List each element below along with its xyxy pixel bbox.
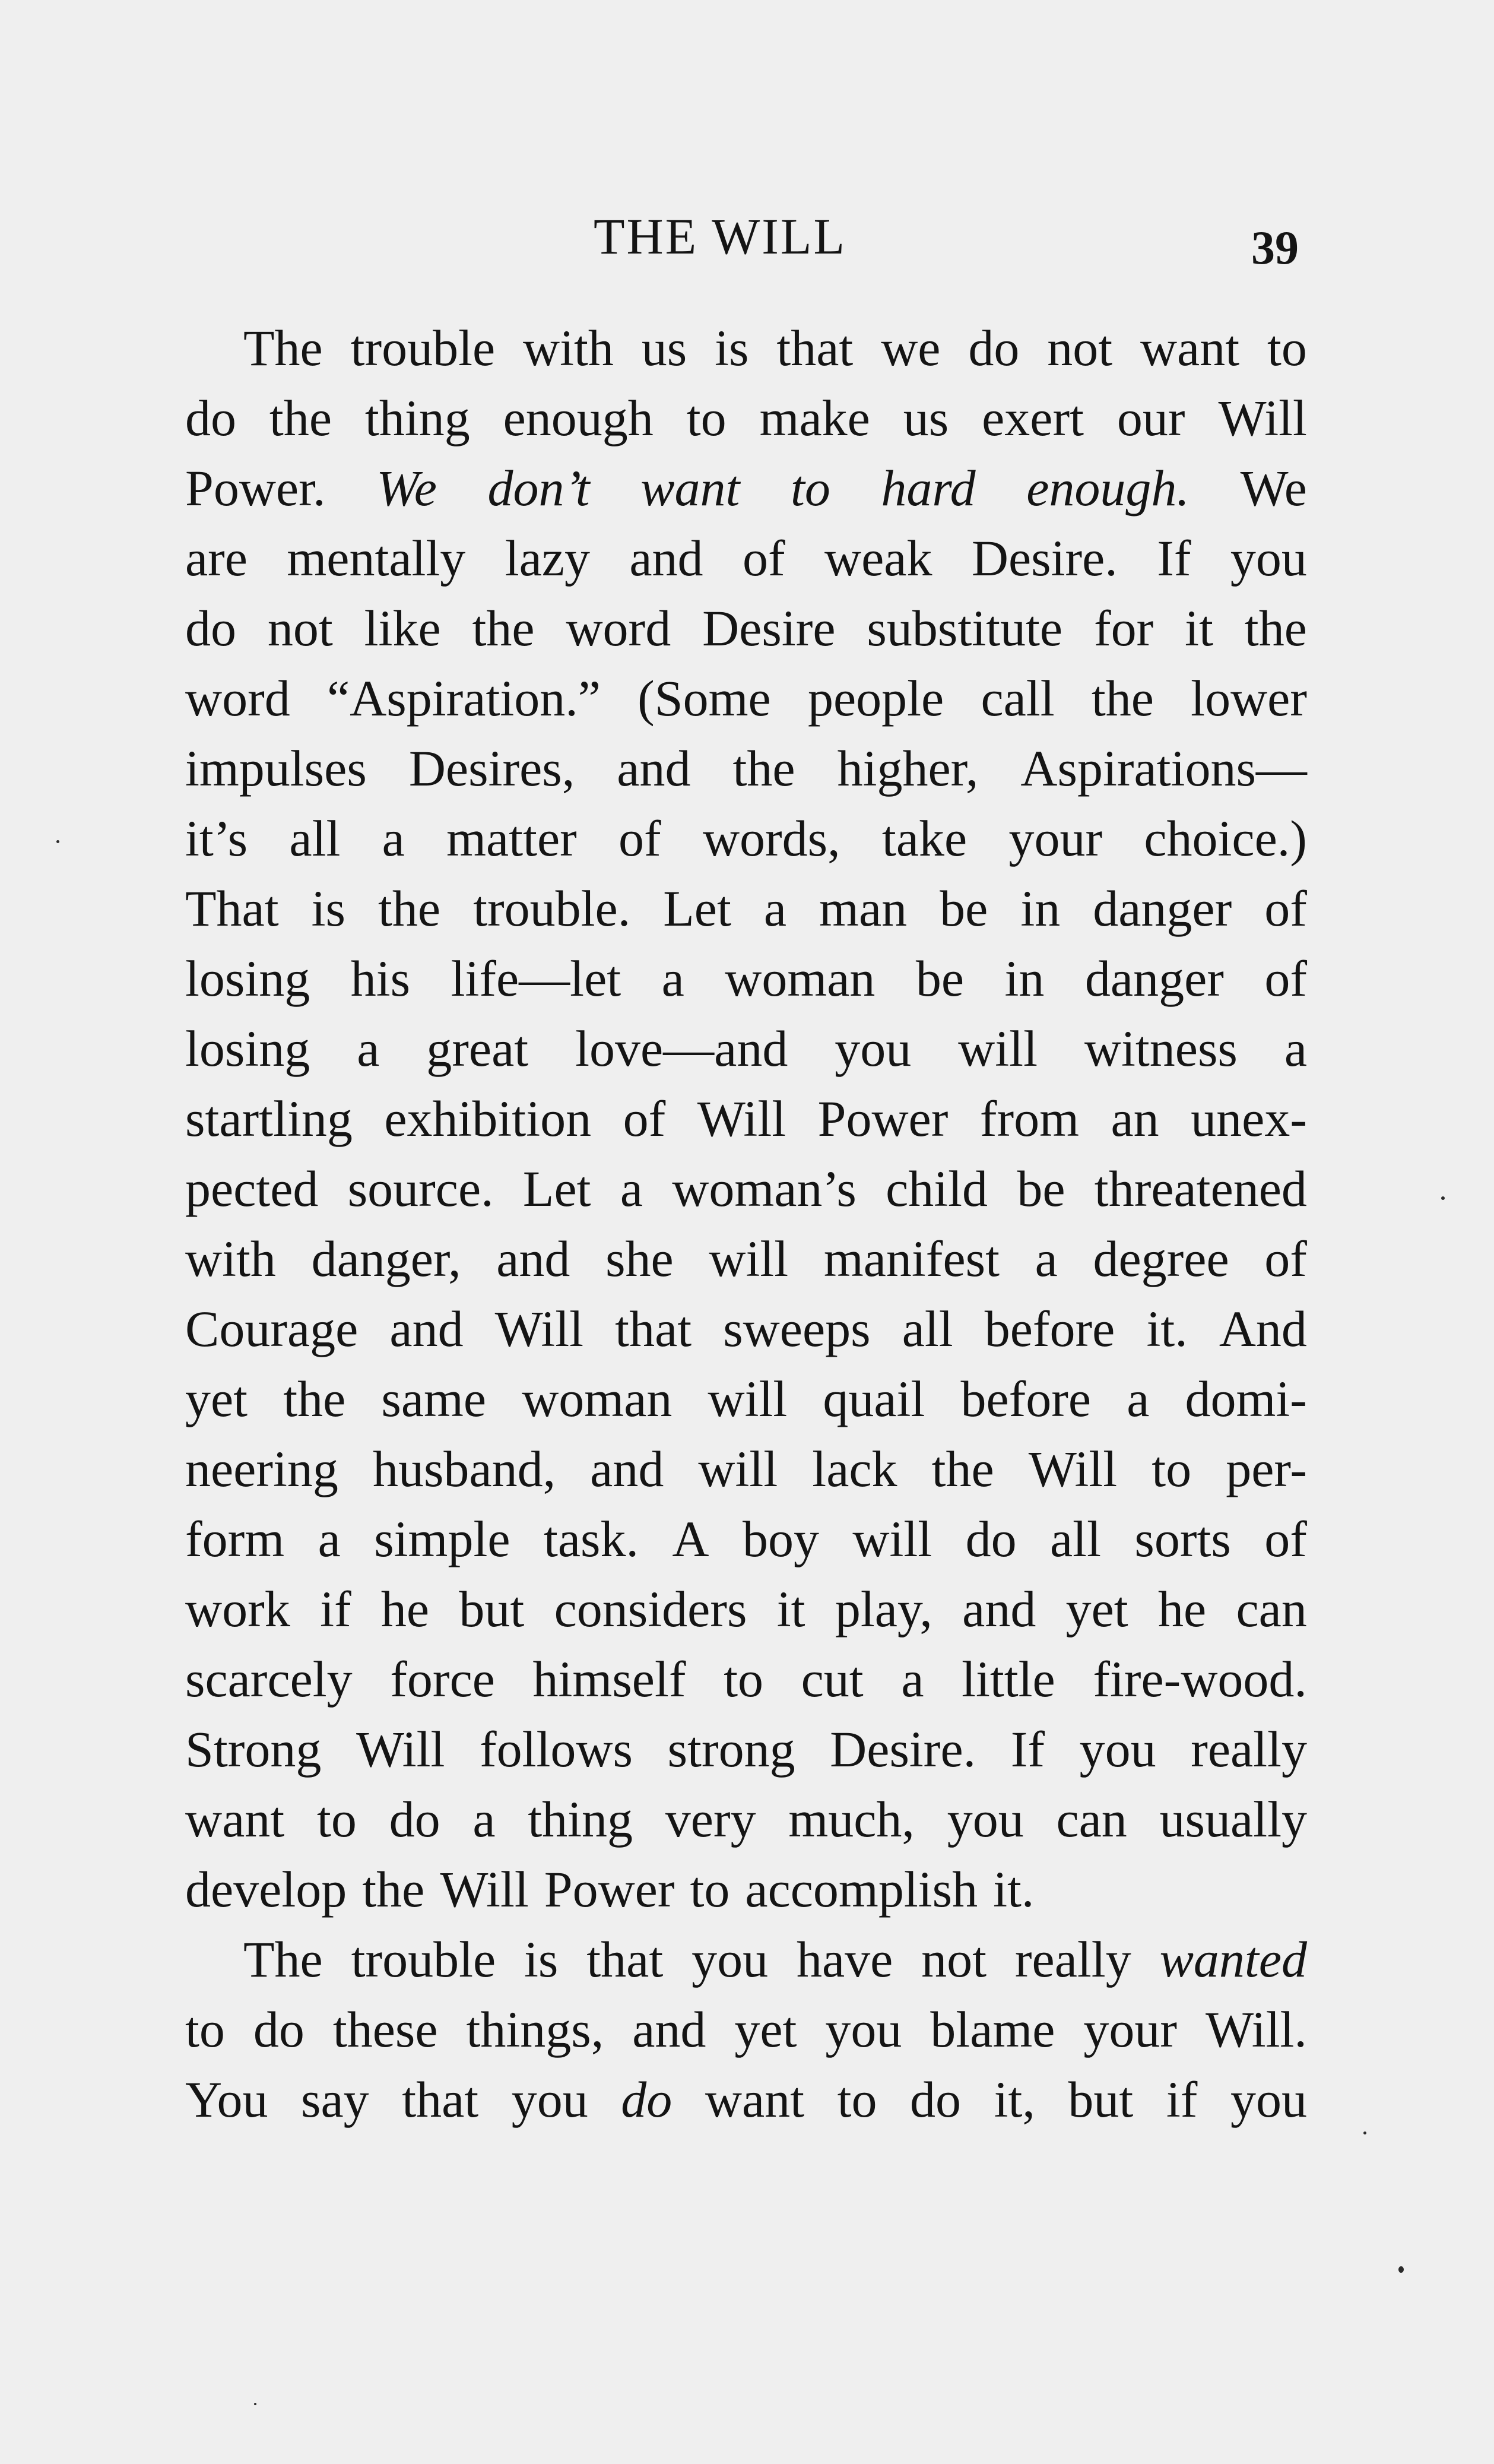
word: Desires, [408,740,575,797]
scan-speck [254,2403,256,2405]
text-line [185,1294,1307,1364]
word: will [698,1440,778,1497]
word: can [1236,1581,1307,1638]
word: we [881,319,941,376]
word: degree [1093,1230,1229,1287]
page-number: 39 [1251,222,1299,274]
italic-word: hard [881,460,976,517]
word: word [566,600,671,657]
scan-speck [56,840,59,843]
word: lack [812,1440,897,1497]
word: he [1158,1581,1207,1638]
word: unex- [1191,1090,1307,1147]
word: with [523,319,614,376]
word: an [1111,1090,1159,1147]
word: want [185,1791,285,1848]
word: very [665,1791,756,1848]
word: all [289,810,341,867]
word: in [1004,950,1045,1007]
word: woman’s [672,1160,857,1217]
word: You [185,2071,268,2128]
word: say [301,2071,369,2128]
word: do [185,600,236,657]
text-line [185,593,1307,663]
word: things, [466,2001,604,2058]
word: if [320,1581,351,1638]
word: blame [930,2001,1055,2058]
word: can [1056,1791,1127,1848]
word: Let [663,880,731,937]
word: all [1050,1510,1101,1567]
text-line [185,733,1307,803]
word: you [835,1020,912,1077]
word: great [426,1020,529,1077]
word: do [910,2071,962,2128]
text-line [185,663,1307,733]
word: you [692,1931,769,1988]
word: Power [544,1861,675,1918]
word: to [1152,1440,1192,1497]
word: A [672,1510,709,1567]
word: play, [835,1581,932,1638]
word: a [1035,1230,1058,1287]
text-line [185,1784,1307,1854]
word: danger, [311,1230,461,1287]
word: yet [1065,1581,1128,1638]
word: man [819,880,908,937]
scan-speck [1441,1196,1445,1200]
word: yet [734,2001,797,2058]
word: a [357,1020,380,1077]
word: but [1068,2071,1134,2128]
word: Desire. [830,1721,976,1778]
word: woman [725,950,876,1007]
italic-word: We [376,460,437,517]
word: Aspirations— [1020,740,1307,797]
scan-speck [1363,2132,1366,2134]
word: simple [374,1510,510,1567]
word: not [1047,319,1113,376]
word: it’s [185,810,248,867]
text-line [185,1924,1307,1994]
word: and [629,530,703,587]
word: want [705,2071,805,2128]
word: The [243,319,323,376]
word: before [984,1300,1115,1357]
word: and [590,1440,664,1497]
scan-speck [1398,2266,1404,2273]
word: you [1230,2071,1307,2128]
word: woman [522,1370,673,1427]
italic-word: want [640,460,740,517]
word: do [253,2001,304,2058]
word: exhibition [384,1090,592,1147]
word: like [364,600,441,657]
word: if [1166,2071,1198,2128]
word: Will [440,1861,529,1918]
word: will [958,1020,1038,1077]
text-line [185,2064,1307,2134]
word: much, [788,1791,915,1848]
word: Power. [185,460,326,517]
word: fire-wood. [1093,1651,1307,1708]
word: enough [503,389,654,446]
word: a [318,1510,341,1567]
word: follows [479,1721,633,1778]
text-line [185,1504,1307,1574]
word: little [962,1651,1055,1708]
word: to [1267,319,1307,376]
italic-word: wanted [1159,1931,1307,1988]
word: source. [347,1160,494,1217]
word: with [185,1230,276,1287]
word: it. [993,1861,1035,1918]
word: thing [528,1791,633,1848]
text-line [185,873,1307,943]
word: thing [364,389,470,446]
word: of [1264,1230,1307,1287]
word: to [185,2001,225,2058]
word: sorts [1134,1510,1231,1567]
word: Desire [702,600,836,657]
word: a [763,880,787,937]
word: per- [1226,1440,1307,1497]
word: you [825,2001,902,2058]
word: losing [185,950,310,1007]
word: will [708,1370,788,1427]
word: usually [1159,1791,1307,1848]
word: is [715,319,749,376]
word: “Aspiration.” [327,670,601,727]
word: Will. [1205,2001,1307,2058]
word: are [185,530,248,587]
word: lazy [505,530,590,587]
word: the [283,1370,346,1427]
word: child [886,1160,988,1217]
word: of [742,530,785,587]
word: a [901,1651,924,1708]
word: you [511,2071,588,2128]
word: pected [185,1160,319,1217]
word: of [1264,1510,1307,1567]
word: a [472,1791,496,1848]
word: call [981,670,1055,727]
word: have [796,1931,893,1988]
text-line [185,1644,1307,1714]
word: And [1219,1300,1307,1357]
word: a [620,1160,643,1217]
paragraph [185,313,1307,1924]
italic-word: don’t [487,460,590,517]
text-line [185,453,1307,523]
text-line [185,383,1307,453]
word: Will [697,1090,786,1147]
word: a [1127,1370,1150,1427]
word: work [185,1581,290,1638]
word: considers [554,1581,747,1638]
word: sweeps [723,1300,871,1357]
body-text [185,313,1307,2134]
word: to [837,2071,877,2128]
word: higher, [837,740,979,797]
word: and [389,1300,464,1357]
word: boy [742,1510,819,1567]
word: Let [522,1160,591,1217]
word: to [724,1651,764,1708]
word: not [267,600,333,657]
word: people [807,670,944,727]
word: want [1140,319,1240,376]
word: before [960,1370,1092,1427]
word: himself [532,1651,686,1708]
word: Will [494,1300,584,1357]
word: strong [667,1721,795,1778]
word: Courage [185,1300,359,1357]
word: mentally [287,530,466,587]
word: to [686,389,727,446]
word: Power [817,1090,949,1147]
word: same [381,1370,487,1427]
word: manifest [823,1230,1000,1287]
word: yet [185,1370,248,1427]
word: the [362,1861,425,1918]
italic-word: enough. [1026,460,1190,517]
word: We [1240,460,1307,517]
text-line [185,1574,1307,1644]
word: Will [1028,1440,1118,1497]
word: The [243,1931,323,1988]
word: substitute [867,600,1063,657]
text-line [185,803,1307,873]
word: you [1230,530,1307,587]
word: the [931,1440,994,1497]
word: will [852,1510,932,1567]
word: that [402,2071,479,2128]
word: not [921,1931,987,1988]
word: of [623,1090,666,1147]
text-line [185,1014,1307,1084]
word: accomplish [745,1861,978,1918]
word: If [1010,1721,1045,1778]
text-line [185,313,1307,383]
word: you [1079,1721,1156,1778]
word: that [586,1931,664,1988]
word: is [524,1931,559,1988]
word: of [618,810,661,867]
word: danger [1084,950,1224,1007]
italic-word: do [621,2071,673,2128]
word: that [615,1300,692,1357]
word: husband, [372,1440,556,1497]
word: exert [982,389,1084,446]
word: be [915,950,965,1007]
italic-word: to [790,460,830,517]
word: witness [1084,1020,1238,1077]
word: the [378,880,441,937]
running-head [0,196,1494,274]
word: scarcely [185,1651,353,1708]
word: trouble [350,319,496,376]
word: matter [446,810,577,867]
word: to [690,1861,730,1918]
word: a [1284,1020,1307,1077]
word: the [732,740,795,797]
word: be [940,880,988,937]
word: it. [1146,1300,1188,1357]
word: a [661,950,684,1007]
word: love—and [575,1020,788,1077]
word: do [965,1510,1017,1567]
word: she [605,1230,674,1287]
word: neering [185,1440,338,1497]
word: will [709,1230,789,1287]
word: That [185,880,279,937]
word: your [1008,810,1103,867]
word: really [1014,1931,1131,1988]
word: his [350,950,411,1007]
text-line [185,1364,1307,1434]
word: of [1264,880,1307,937]
word: the [269,389,332,446]
word: Will [356,1721,445,1778]
word: it [776,1581,805,1638]
word: form [185,1510,285,1567]
word: If [1157,530,1191,587]
word: danger [1093,880,1232,937]
running-title: THE WILL [594,208,846,265]
word: for [1093,600,1154,657]
word: losing [185,1020,310,1077]
word: that [776,319,854,376]
word: and [962,1581,1036,1638]
word: domi- [1185,1370,1307,1427]
word: words, [702,810,840,867]
paragraph [185,1924,1307,2134]
text-line [185,943,1307,1014]
word: task. [543,1510,639,1567]
text-line [185,1154,1307,1224]
word: do [968,319,1020,376]
word: really [1191,1721,1307,1778]
word: do [389,1791,440,1848]
word: trouble [351,1931,496,1988]
word: our [1116,389,1185,446]
word: these [332,2001,438,2058]
word: Will [1218,389,1307,446]
word: choice.) [1144,810,1307,867]
word: make [759,389,870,446]
word: word [185,670,290,727]
word: cut [801,1651,864,1708]
word: your [1083,2001,1178,2058]
text-line [185,523,1307,593]
word: lower [1191,670,1307,727]
text-line [185,1994,1307,2064]
word: but [459,1581,525,1638]
word: be [1017,1160,1065,1217]
text-line [185,1084,1307,1154]
word: from [979,1090,1080,1147]
word: threatened [1094,1160,1307,1217]
text-line [185,1714,1307,1784]
word: the [1244,600,1307,657]
word: all [902,1300,953,1357]
word: do [185,389,236,446]
word: it [1185,600,1213,657]
text-line [185,1854,1307,1924]
word: impulses [185,740,367,797]
word: us [641,319,687,376]
word: of [1264,950,1307,1007]
text-line [185,1224,1307,1294]
word: weak [824,530,932,587]
text-line [185,1434,1307,1504]
word: life—let [451,950,621,1007]
word: it, [994,2071,1035,2128]
word: us [903,389,949,446]
word: take [881,810,968,867]
word: quail [823,1370,925,1427]
word: and [617,740,691,797]
word: develop [185,1861,347,1918]
word: a [382,810,405,867]
word: you [947,1791,1024,1848]
word: Strong [185,1721,322,1778]
word: the [472,600,535,657]
word: (Some [637,670,771,727]
word: in [1020,880,1061,937]
word: Desire. [971,530,1118,587]
word: force [390,1651,495,1708]
word: to [316,1791,357,1848]
word: and [496,1230,570,1287]
word: startling [185,1090,353,1147]
word: he [380,1581,430,1638]
word: and [632,2001,706,2058]
word: trouble. [473,880,631,937]
word: is [311,880,345,937]
word: the [1091,670,1154,727]
